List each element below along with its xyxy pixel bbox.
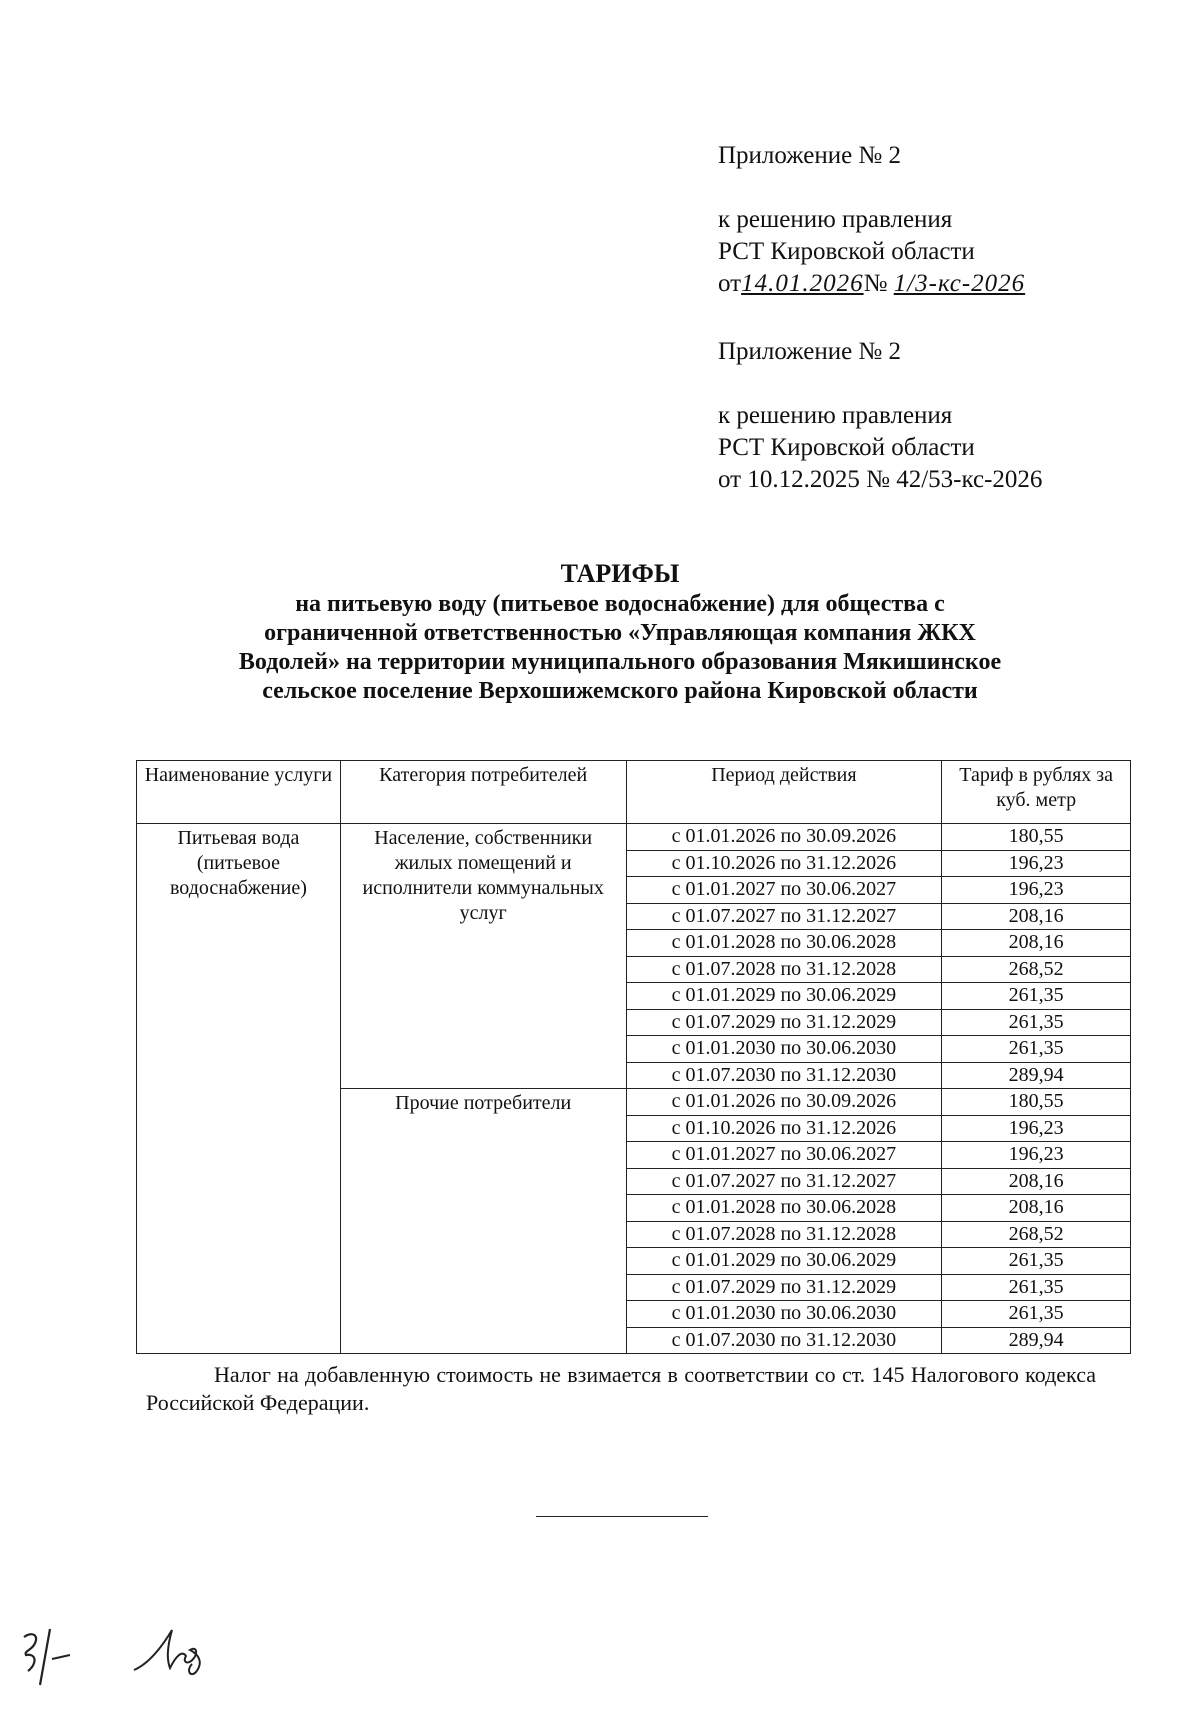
period-cell: с 01.01.2030 по 30.06.2030 (626, 1036, 942, 1063)
period-cell: с 01.07.2029 по 31.12.2029 (626, 1274, 942, 1301)
period-cell: с 01.01.2026 по 30.09.2026 (626, 1089, 942, 1116)
period-cell: с 01.01.2028 по 30.06.2028 (626, 930, 942, 957)
heading-line: ограниченной ответственностью «Управляющая компания ЖКХ (264, 620, 976, 646)
appendix-title: Приложение № 2 (718, 142, 902, 169)
appendix-line-date (718, 268, 1025, 300)
tariff-cell: 196,23 (942, 877, 1131, 904)
document-title: ТАРИФЫ (560, 559, 680, 588)
tariffs-table (136, 760, 1131, 1354)
tariff-cell: 261,35 (942, 1248, 1131, 1275)
header-tariff: Тариф в рублях за куб. метр (942, 761, 1131, 824)
period-cell: с 01.10.2026 по 31.12.2026 (626, 850, 942, 877)
appendix-line-authority: РСТ Кировской области (718, 238, 975, 265)
period-cell: с 01.01.2028 по 30.06.2028 (626, 1195, 942, 1222)
heading-line: на питьевую воду (питьевое водоснабжение) для общества с (295, 591, 945, 617)
handwritten-number: 1/3-кс-2026 (893, 270, 1026, 297)
tariff-cell: 261,35 (942, 1009, 1131, 1036)
tariff-cell: 268,52 (942, 956, 1131, 983)
tariff-cell: 196,23 (942, 1142, 1131, 1169)
period-cell: с 01.07.2028 по 31.12.2028 (626, 1221, 942, 1248)
tariff-cell: 196,23 (942, 1115, 1131, 1142)
period-cell: с 01.01.2026 по 30.09.2026 (626, 824, 942, 851)
appendix-line-decision: к решению правления (718, 206, 953, 233)
table-row (137, 824, 1131, 851)
appendix-number-label: № (863, 270, 888, 297)
tariff-cell: 196,23 (942, 850, 1131, 877)
document-heading (130, 558, 1110, 706)
tariff-cell: 208,16 (942, 930, 1131, 957)
tariff-cell: 261,35 (942, 1301, 1131, 1328)
service-cell: Питьевая вода (питьевое водоснабжение) (137, 824, 341, 1354)
table-body (137, 824, 1131, 1354)
tariff-cell: 261,35 (942, 1274, 1131, 1301)
tariff-cell: 208,16 (942, 1168, 1131, 1195)
tariff-cell: 261,35 (942, 1036, 1131, 1063)
period-cell: с 01.10.2026 по 31.12.2026 (626, 1115, 942, 1142)
header-period: Период действия (626, 761, 942, 824)
period-cell: с 01.07.2028 по 31.12.2028 (626, 956, 942, 983)
vat-note-text: Налог на добавленную стоимость не взимается в соответствии со ст. 145 Налогового кодекса Российской Федерации. (146, 1362, 1096, 1415)
tariff-cell: 289,94 (942, 1327, 1131, 1354)
period-cell: с 01.01.2029 по 30.06.2029 (626, 983, 942, 1010)
period-cell: с 01.01.2027 по 30.06.2027 (626, 1142, 942, 1169)
period-cell: с 01.07.2027 по 31.12.2027 (626, 1168, 942, 1195)
heading-line: Водолей» на территории муниципального образования Мякишинское (238, 649, 1002, 675)
category-cell: Население, собственники жилых помещений и исполнители коммунальных услуг (340, 824, 626, 1089)
period-cell: с 01.07.2030 по 31.12.2030 (626, 1327, 942, 1354)
appendix-original (718, 336, 1042, 496)
period-cell: с 01.01.2027 по 30.06.2027 (626, 877, 942, 904)
appendix-from-label: от (718, 270, 742, 297)
appendix-line-date: от 10.12.2025 № 42/53-кс-2026 (718, 466, 1043, 493)
signature-mark (130, 1620, 230, 1680)
tariff-cell: 289,94 (942, 1062, 1131, 1089)
appendix-title: Приложение № 2 (718, 338, 902, 365)
handwritten-date: 14.01.2026 (741, 270, 864, 297)
tariff-cell: 268,52 (942, 1221, 1131, 1248)
tariff-cell: 180,55 (942, 1089, 1131, 1116)
period-cell: с 01.07.2029 по 31.12.2029 (626, 1009, 942, 1036)
period-cell: с 01.07.2027 по 31.12.2027 (626, 903, 942, 930)
category-cell: Прочие потребители (340, 1089, 626, 1354)
period-cell: с 01.01.2029 по 30.06.2029 (626, 1248, 942, 1275)
tariff-cell: 261,35 (942, 983, 1131, 1010)
appendix-line-authority: РСТ Кировской области (718, 434, 975, 461)
period-cell: с 01.07.2030 по 31.12.2030 (626, 1062, 942, 1089)
tariff-cell: 180,55 (942, 824, 1131, 851)
header-service: Наименование услуги (137, 761, 341, 824)
appendix-line-decision: к решению правления (718, 402, 953, 429)
tariff-cell: 208,16 (942, 903, 1131, 930)
heading-line: сельское поселение Верхошижемского района Кировской области (262, 678, 978, 704)
vat-note (146, 1361, 1096, 1417)
period-cell: с 01.01.2030 по 30.06.2030 (626, 1301, 942, 1328)
table-header-row (137, 761, 1131, 824)
header-category: Категория потребителей (340, 761, 626, 824)
appendix-current (718, 140, 1025, 300)
closing-divider (536, 1516, 708, 1517)
handwritten-initials (10, 1615, 80, 1695)
tariff-cell: 208,16 (942, 1195, 1131, 1222)
